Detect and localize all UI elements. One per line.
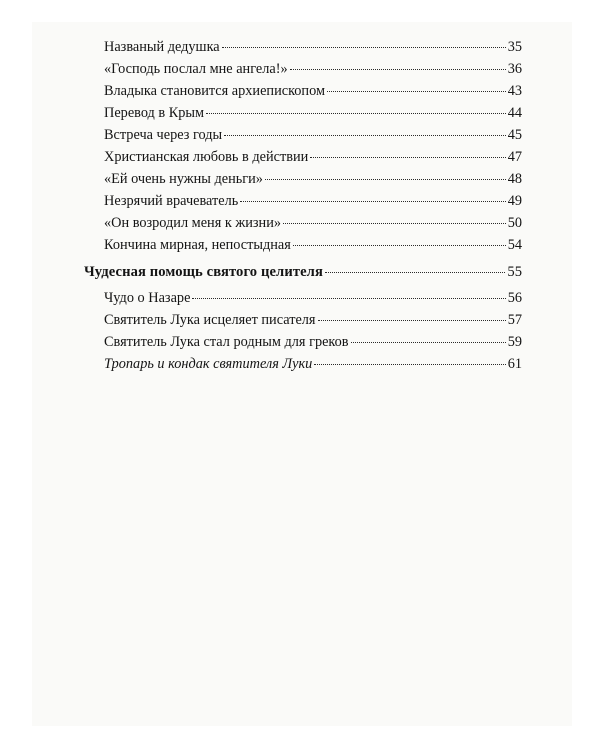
toc-entry-page: 59 [507, 334, 522, 350]
toc-entry [104, 288, 522, 308]
toc-entry-title: «Господь послал мне ангела!» [104, 61, 288, 77]
dot-leader [318, 320, 506, 321]
toc-entry [104, 191, 522, 211]
toc-entry-title: Святитель Лука стал родным для греков [104, 334, 349, 350]
toc-entry-page: 44 [507, 105, 522, 121]
toc-entry-page: 54 [507, 237, 522, 253]
toc-section-heading [84, 262, 522, 282]
toc-entry-title: Христианская любовь в действии [104, 149, 309, 165]
dot-leader [283, 223, 506, 224]
toc-entry-page: 57 [507, 312, 522, 328]
toc-entry-page: 61 [507, 356, 522, 372]
toc-entry [104, 332, 522, 352]
toc-entry-title: Встреча через годы [104, 127, 223, 143]
toc-entry-page: 36 [507, 61, 522, 77]
toc-entry-title: «Ей очень нужны деньги» [104, 171, 263, 187]
dot-leader [314, 364, 505, 365]
dot-leader [310, 157, 505, 158]
toc-entry [104, 213, 522, 233]
toc-entry [104, 125, 522, 145]
toc-entry-title: Владыка становится архиепископом [104, 83, 326, 99]
toc-entry-page: 56 [507, 290, 522, 306]
toc-entry [104, 103, 522, 123]
dot-leader [206, 113, 506, 114]
toc-entry-title: Кончина мирная, непостыдная [104, 237, 291, 253]
toc-entry [104, 37, 522, 57]
toc-entry [104, 310, 522, 330]
dot-leader [293, 245, 506, 246]
toc-section-title: Чудесная помощь святого целителя [84, 264, 323, 280]
toc-entry [104, 169, 522, 189]
dot-leader [265, 179, 506, 180]
toc-entry-title: «Он возродил меня к жизни» [104, 215, 282, 231]
dot-leader [327, 91, 506, 92]
toc-entry-title: Тропарь и кондак святителя Луки [104, 356, 313, 372]
dot-leader [224, 135, 506, 136]
toc-entry-title: Святитель Лука исцеляет писателя [104, 312, 316, 328]
toc-entry-page: 55 [507, 264, 522, 280]
toc-entry-title: Незрячий врачеватель [104, 193, 239, 209]
toc-entry-page: 43 [507, 83, 522, 99]
dot-leader [351, 342, 506, 343]
toc-entry-page: 45 [507, 127, 522, 143]
toc-entry-page: 35 [507, 39, 522, 55]
dot-leader [222, 47, 506, 48]
dot-leader [192, 298, 505, 299]
toc-entry-title: Названый дедушка [104, 39, 220, 55]
toc-entry [104, 147, 522, 167]
toc-entry [104, 81, 522, 101]
toc-entry [104, 59, 522, 79]
toc-entry-page: 49 [507, 193, 522, 209]
toc-entry-page: 47 [507, 149, 522, 165]
toc-entry-page: 48 [507, 171, 522, 187]
toc-entry [104, 354, 522, 374]
toc-entry-page: 50 [507, 215, 522, 231]
toc-entry-title: Чудо о Назаре [104, 290, 191, 306]
dot-leader [325, 272, 505, 273]
book-page [32, 22, 572, 726]
toc-entry [104, 235, 522, 255]
dot-leader [240, 201, 505, 202]
toc-entry-title: Перевод в Крым [104, 105, 205, 121]
dot-leader [290, 69, 506, 70]
